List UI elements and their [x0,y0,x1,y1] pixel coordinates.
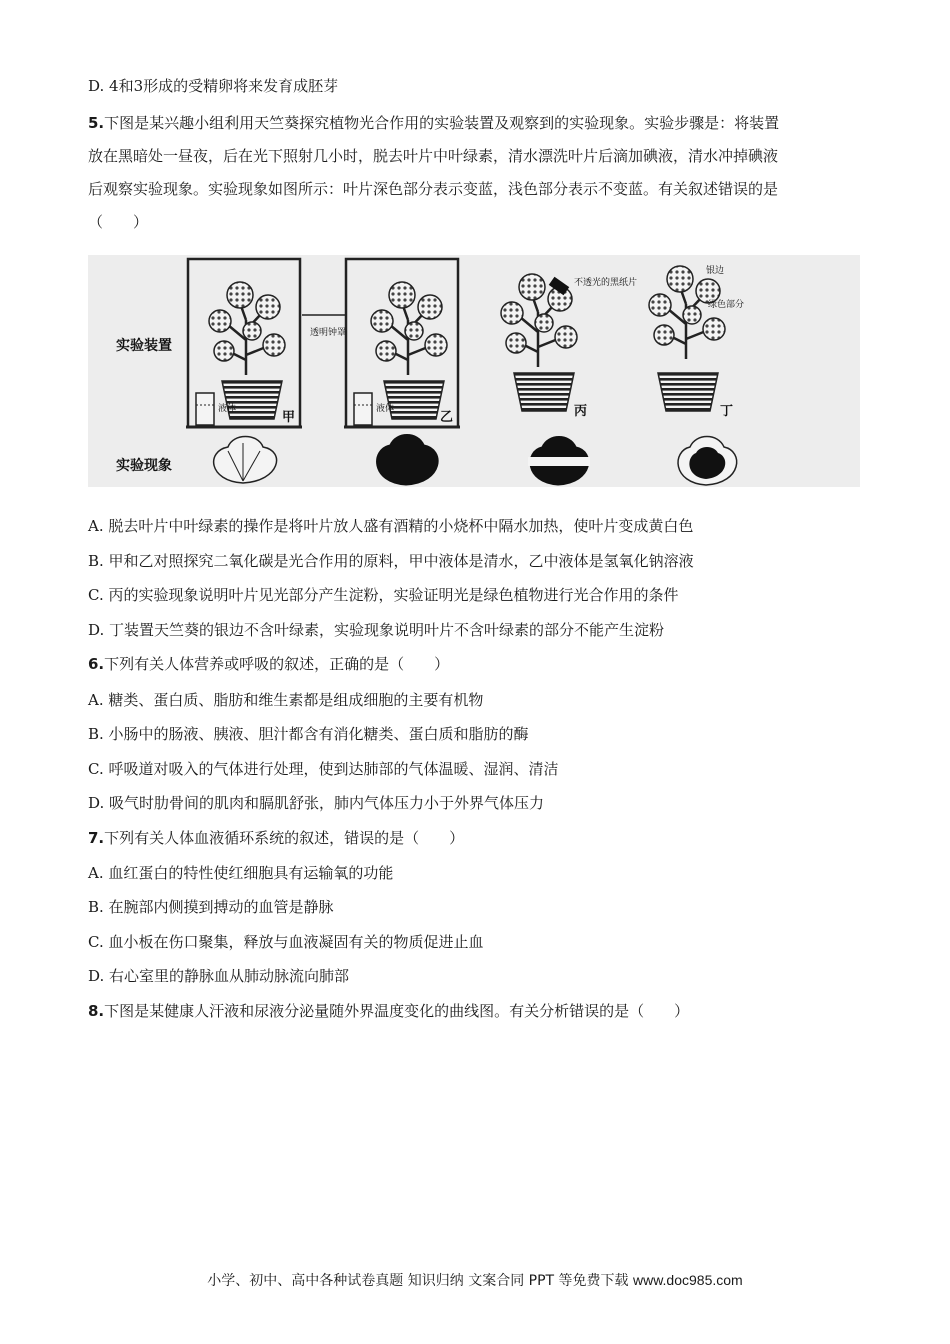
question-5-stem-line-3: 后观察实验现象。实验现象如图所示：叶片深色部分表示变蓝，浅色部分表示不变蓝。有关叙述错误的是 [88,180,779,198]
result-leaf-jia [214,437,277,484]
question-8-stem-text: 下图是某健康人汗液和尿液分泌量随外界温度变化的曲线图。有关分析错误的是（ ） [104,1002,690,1020]
label-yi: 乙 [440,410,454,425]
setup-jia [186,259,302,427]
question-6-number: 6. [88,655,105,673]
question-5-option-d: D. 丁装置天竺葵的银边不含叶绿素，实验现象说明叶片不含叶绿素的部分不能产生淀粉 [88,621,665,639]
label-bing: 丙 [574,404,588,419]
question-5-option-c: C. 丙的实验现象说明叶片见光部分产生淀粉，实验证明光是绿色植物进行光合作用的条件 [88,586,679,604]
setup-bing [501,274,637,419]
beaker-jia [196,393,214,425]
liquid-label-yi: 液体 [376,404,395,414]
result-leaf-ding [678,437,737,486]
footer-text: 小学、初中、高中各种试卷真题 知识归纳 文案合同 PPT 等免费下载 [207,1273,633,1289]
question-6-stem [88,654,449,674]
question-6-option-a: A. 糖类、蛋白质、脂肪和维生素都是组成细胞的主要有机物 [88,691,484,709]
question-6-stem-text: 下列有关人体营养或呼吸的叙述，正确的是（ ） [104,655,450,673]
silver-edge-label: 银边 [706,266,725,276]
question-6-option-b: B. 小肠中的肠液、胰液、胆汁都含有消化糖类、蛋白质和脂肪的酶 [88,725,529,743]
question-5-stem-line-1: 下图是某兴趣小组利用天竺葵探究植物光合作用的实验装置及观察到的实验现象。实验步骤是：将装置 [104,114,780,132]
experiment-figure-svg [88,255,860,487]
bell-jar-label: 透明钟罩 [310,328,347,338]
question-8-stem [88,1001,689,1021]
question-7-stem-text: 下列有关人体血液循环系统的叙述，错误的是（ ） [104,829,465,847]
question-5-stem-line-2: 放在黑暗处一昼夜，后在光下照射几小时，脱去叶片中叶绿素，清水漂洗叶片后滴加碘液，清水冲掉碘液 [88,147,779,165]
question-7-number: 7. [88,829,105,847]
question-5-stem [88,107,860,239]
question-8-number: 8. [88,1002,105,1020]
question-7-option-a: A. 血红蛋白的特性使红细胞具有运输氧的功能 [88,864,394,882]
experiment-figure [88,255,860,487]
label-jia: 甲 [282,410,296,425]
question-6-option-c: C. 呼吸道对吸入的气体进行处理，使到达肺部的气体温暖、湿润、清洁 [88,760,559,778]
question-7-option-d: D. 右心室里的静脉血从肺动脉流向肺部 [88,967,350,985]
question-6-option-d: D. 吸气时肋骨间的肌肉和膈肌舒张，肺内气体压力小于外界气体压力 [88,794,545,812]
question-7-stem [88,828,464,848]
question-5-number: 5. [88,114,105,132]
row-label-result: 实验现象 [116,458,172,474]
liquid-label-jia: 液体 [218,404,237,414]
prev-question-option-d: D. 4和3形成的受精卵将来发育成胚芽 [88,77,339,95]
question-5-option-a: A. 脱去叶片中叶绿素的操作是将叶片放人盛有酒精的小烧杯中隔水加热，使叶片变成黄白色 [88,517,694,535]
question-7-option-c: C. 血小板在伤口聚集，释放与血液凝固有关的物质促进止血 [88,933,484,951]
page-footer [0,1270,950,1291]
question-5-option-b: B. 甲和乙对照探究二氧化碳是光合作用的原料，甲中液体是清水，乙中液体是氢氧化钠溶液 [88,552,694,570]
setup-ding [649,264,744,419]
setup-yi [344,259,460,427]
result-leaf-yi [377,435,439,486]
beaker-yi [354,393,372,425]
label-ding: 丁 [720,404,734,419]
green-part-label: 绿色部分 [708,300,745,310]
footer-url[interactable]: www.doc985.com [632,1272,743,1288]
black-paper-label: 不透光的黑纸片 [574,278,638,288]
result-leaf-bing [528,437,590,486]
question-7-option-b: B. 在腕部内侧摸到搏动的血管是静脉 [88,898,334,916]
row-label-device: 实验装置 [116,338,172,354]
question-5-stem-line-4: （ ） [88,213,149,231]
